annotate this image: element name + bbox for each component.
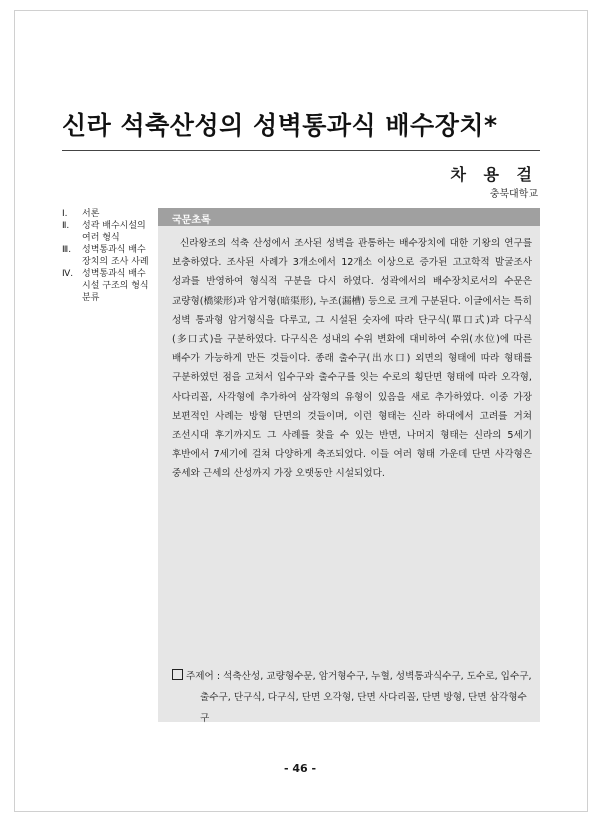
toc-item-text: 성벽통과식 배수장치의 조사 사례 xyxy=(82,245,149,267)
author-affiliation: 충북대학교 xyxy=(489,189,538,200)
toc-item-text: 서론 xyxy=(82,209,100,219)
toc-item-number: Ⅱ. xyxy=(62,221,70,231)
table-of-contents xyxy=(62,208,154,304)
title-divider xyxy=(62,150,540,151)
paper-title: 신라 석축산성의 성벽통과식 배수장치* xyxy=(62,111,498,140)
toc-item xyxy=(62,208,154,220)
toc-item-number: Ⅰ. xyxy=(62,209,68,219)
toc-item-number: Ⅳ. xyxy=(62,269,74,279)
toc-item xyxy=(62,244,154,268)
abstract-heading: 국문초록 xyxy=(172,215,211,226)
keywords-text: 주제어 : 석축산성, 교량형수문, 암거형수구, 누혈, 성벽통과식수구, 도수로, 입수구, 출수구, 단구식, 다구식, 단면 오각형, 단면 사다리꼴, 단면 방형, 단면 삼각형수구 xyxy=(186,671,532,724)
toc-item-text: 성곽 배수시설의 여러 형식 xyxy=(82,221,146,243)
abstract-body: 신라왕조의 석축 산성에서 조사된 성벽을 관통하는 배수장치에 대한 기왕의 연구를 보충하였다. 조사된 사례가 3개소에서 12개소 이상으로 증가된 고고학적 발굴조사 성과를 반영하여 형식적 구분을 다시 하였다. 성곽에서의 배수장치로서의 수문은 교량형(橋梁形)과 암거형(暗渠形), 누조(漏槽) 등으로 크게 구분된다. 이글에서는 특히 성벽 통과형 암거형식을 다루고, 그 시설된 숫자에 따라 단구식(單口式)과 다구식(多口式)을 구분하였다. 다구식은 성내의 수위 변화에 대비하여 수위(水位)에 따른 배수가 가능하게 만든 것들이다. 종래 출수구(出水口) 외면의 형태에 따라 형태를 구분하였던 점을 고쳐서 입수구와 출수구를 잇는 수로의 횡단면 형태에 따라 오각형, 사다리꼴, 사각형에 추가하여 삼각형의 유형이 있음을 새로 추가하였다. 이중 가장 보편적인 사례는 방형 단면의 것들이며, 이런 형태는 신라 하대에서 고려를 거쳐 조선시대 후기까지도 그 사례를 찾을 수 있는 반면, 나머지 형태는 신라의 5세기 후반에서 7세기에 걸쳐 다양하게 축조되었다. 이들 여러 형태 가운데 단면 사각형은 중세와 근세의 산성까지 가장 오랫동안 시설되었다. xyxy=(172,238,532,480)
toc-item-text: 성벽통과식 배수시설 구조의 형식분류 xyxy=(82,269,149,303)
abstract-box xyxy=(158,208,540,722)
author-name: 차 용 걸 xyxy=(450,165,538,184)
toc-item xyxy=(62,268,154,304)
page-number: - 46 - xyxy=(283,762,317,775)
toc-item xyxy=(62,220,154,244)
checkbox-square-icon xyxy=(172,669,183,680)
keywords xyxy=(172,666,532,729)
toc-item-number: Ⅲ. xyxy=(62,245,72,255)
abstract-header xyxy=(158,208,540,226)
